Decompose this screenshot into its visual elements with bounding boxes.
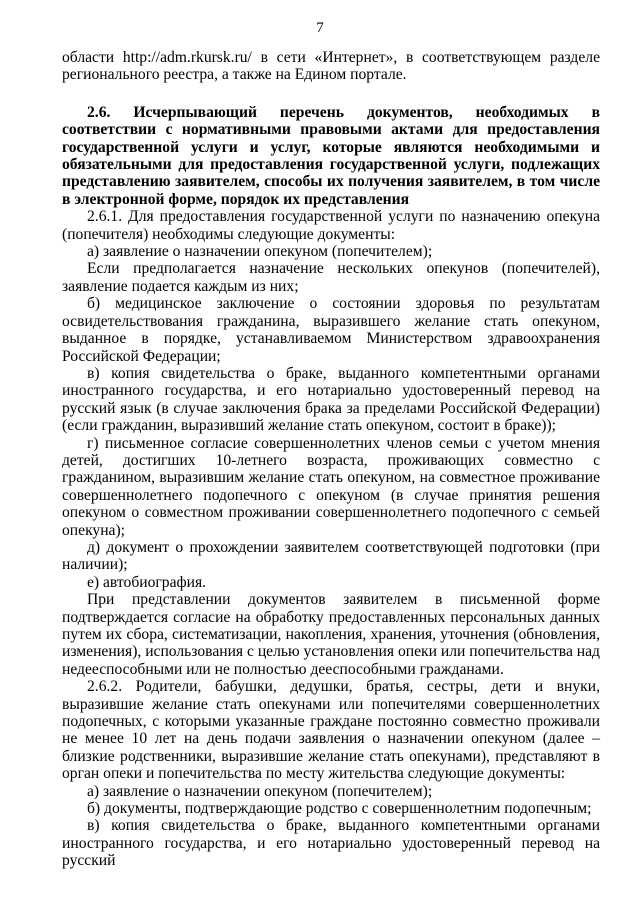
list-item-v-2: в) копия свидетельства о браке, выданного компетентными органами иностранного государства, и его нотариально удостоверенный перевод на русский [62,817,600,870]
list-item-b: б) медицинское заключение о состоянии здоровья по результатам освидетельствования гражданина, выразившего желание стать опекуном, выданное в порядке, устанавливаемом Министерством здравоохранения Российской Федерации; [62,295,600,365]
paragraph-intro-continuation: области http://adm.rkursk.ru/ в сети «Интернет», в соответствующем разделе регионального реестра, а также на Едином портале. [62,49,600,84]
list-item-b-2: б) документы, подтверждающие родство с совершеннолетним подопечным; [87,800,592,818]
page-number: 7 [316,20,324,36]
document-body [62,49,600,870]
list-item-g: г) письменное согласие совершеннолетних членов семьи с учетом мнения детей, достигших 10-летнего возраста, проживающих совместно с гражданином, выразившим желание стать опекуном, на совместное проживание совершеннолетнего подопечного с опекуном (в случае принятия решения опекуном о совместном проживании совершеннолетнего подопечного с семьей опекуна); [62,434,600,539]
list-item-a-2: а) заявление о назначении опекуном (попечителем); [87,782,433,800]
paragraph-multiple-guardians: Если предполагается назначение нескольких опекунов (попечителей), заявление подается каждым из них; [62,260,600,295]
paragraph-2-6-2: 2.6.2. Родители, бабушки, дедушки, братья, сестры, дети и внуки, выразившие желание стать опекунами или попечителями совершеннолетних подопечных, с которыми указанные граждане постоянно совместно проживали не менее 10 лет на день подачи заявления о назначении опекуном (далее – близкие родственники, выразившие желание стать опекунами), представляют в орган опеки и попечительства по месту жительства следующие документы: [62,678,600,783]
paragraph-consent: При представлении документов заявителем в письменной форме подтверждается согласие на обработку предоставленных персональных данных путем их сбора, систематизации, накопления, хранения, уточнения (обновления, изменения), использования с целью установления опеки или попечительства над недееспособными или не полностью дееспособными гражданами. [62,591,600,678]
list-item-e: е) автобиография. [87,573,207,591]
list-item-a: а) заявление о назначении опекуном (попечителем); [87,243,433,261]
list-item-d: д) документ о прохождении заявителем соответствующей подготовки (при наличии); [62,538,600,574]
list-item-v: в) копия свидетельства о браке, выданного компетентными органами иностранного государства, и его нотариально удостоверенный перевод на русский язык (в случае заключения брака за пределами Российской Федерации) (если гражданин, выразивший желание стать опекуном, состоит в браке)); [62,364,600,435]
paragraph-2-6-1: 2.6.1. Для предоставления государственной услуги по назначению опекуна (попечителя) необходимы следующие документы: [62,208,600,243]
section-heading-2-6: 2.6. Исчерпывающий перечень документов, необходимых в соответствии с нормативными правовыми актами для предоставления государственной услуги и услуг, которые являются необходимыми и обязательными для предоставления государственной услуги, подлежащих представлению заявителем, способы их получения заявителем, в том числе в электронной форме, порядок их представления [62,103,600,208]
